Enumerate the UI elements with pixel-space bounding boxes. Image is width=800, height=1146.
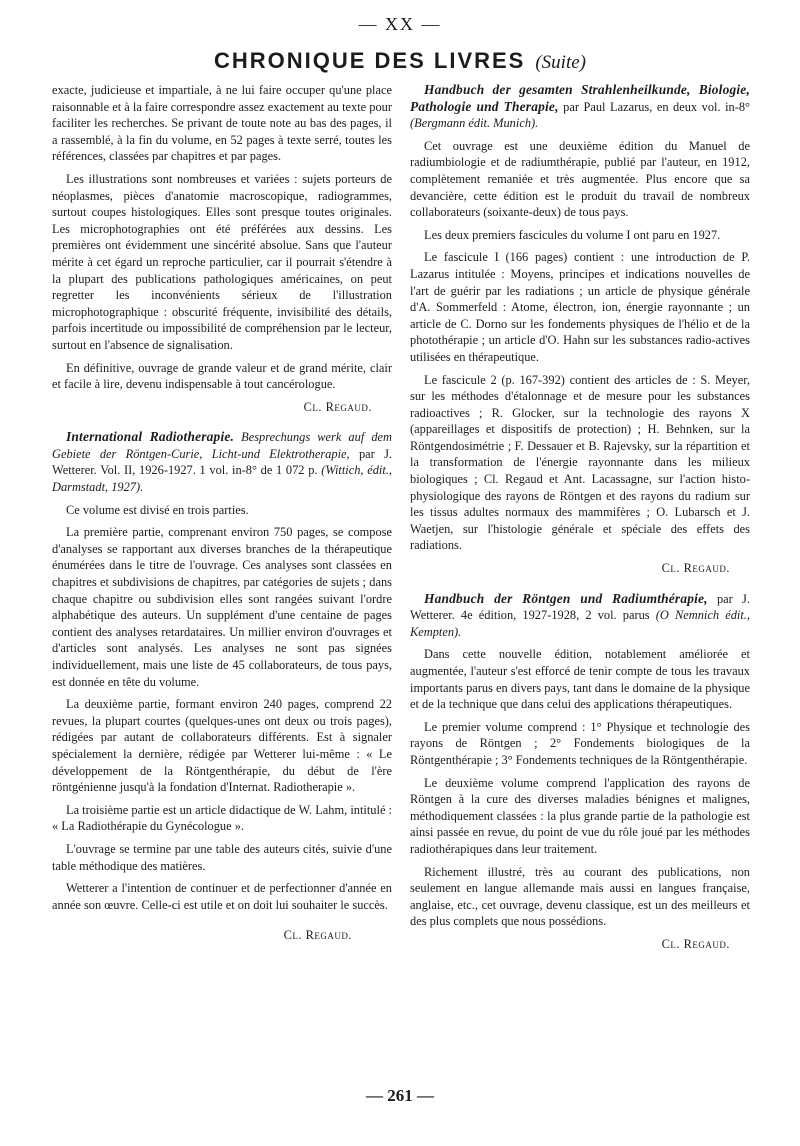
left-paragraph-7: La troisième partie est un article didactique de W. Lahm, intitulé : « La Radiothérapie du Gynécologue ». (52, 802, 392, 834)
right-paragraph-4: Le fascicule 2 (p. 167-392) contient des articles de : S. Meyer, sur les méthodes d'étalonnage et de mesure pour les substances radioactives ; R. Glocker, sur la technologie des rayons X (appareillages et dispositifs de protection) ; H. Behnken, sur la Röntgendosimétrie ; F. Dessauer et B. Rajevsky, sur la répartition et la transformation de l'énergie rayonnante dans les milieux biologiques ; Cl. Regaud et Ant. Lacassagne, sur l'action histo-physiologique des rayons de Röntgen et des rayons du radium sur les tissus adultes normaux des mammifères ; O. Lubarsch et J. Waetjen, sur l'histologie générale et spéciale des effets des radiations. (410, 372, 750, 553)
left-paragraph-4: Ce volume est divisé en trois parties. (66, 502, 249, 517)
book-subtitle: Besprechungs werk auf dem Gebiete der Röntgen-Curie, Licht-und Elektrotherapie, (52, 430, 392, 461)
right-paragraph-1: Cet ouvrage est une deuxième édition du Manuel de radiumbiologie et de radiumthérapie, publié par l'auteur, en 1912, complètement remaniée et très augmentée. Plus encore que sa devancière, cette édition est le produit du travail de nombreux collaborateurs (soixante-deux) de tous pays. (410, 138, 750, 220)
page-roman-number: — XX — (358, 14, 442, 34)
right-paragraph-7: Le deuxième volume comprend l'application des rayons de Röntgen à la cure des diverses maladies bénignes et malignes, méthodiquement classées : la plus grande partie de la pathologie est ainsi passée en revue, du point de vue du rôle joué par les méthodes radiothérapiques dans leur traitement. (410, 775, 750, 856)
chronicle-suite: (Suite) (535, 52, 587, 73)
left-paragraph-2: Les illustrations sont nombreuses et variées : sujets porteurs de néoplasmes, pièces d'anatomie macroscopique, radiogrammes, surtout coupes histologiques. Elles sont presque toutes originales. Les microphotographies ont été préférées aux dessins. Les premières ont évidemment une sincérité absolue. Sans que l'auteur mérite à cet égard un reproche particulier, car il pourrait s'étendre à la plupart des publications pathologiques américaines, on peut regretter les inconvénients sérieux de l'illustration microphotographique : obscurité fréquente, invisibilité des détails, parfois incertitude ou impossibilité de compréhension par le lecteur, surtout en l'absence de signalisation. (52, 171, 392, 352)
book-title: Handbuch der gesamten Strahlenheilkunde, Biologie, Pathologie und Therapie, (410, 82, 750, 114)
book-entry-rontgen-radiumtherapie (410, 591, 750, 641)
right-paragraph-2: Les deux premiers fascicules du volume I ont paru en 1927. (424, 227, 721, 242)
left-column (52, 82, 392, 958)
signature-regaud-3: Cl. Regaud. (661, 561, 730, 576)
chronicle-title: CHRONIQUE DES LIVRES (213, 48, 526, 73)
left-paragraph-9: Wetterer a l'intention de continuer et de perfectionner d'année en année son œuvre. Celle-ci est utile et on doit lui souhaiter le succès. (52, 881, 392, 912)
book-title: International Radiotherapie. (66, 429, 235, 445)
left-paragraph-5: La première partie, comprenant environ 750 pages, se compose d'analyses se rapportant aux diverses branches de la thérapeutique énumérées dans le titre de l'ouvrage. Ces analyses sont classées en chapitres et subdivisions de chapitres, par catégories de sujets ; dans chaque chapitre ou subdivision elles sont rangées suivant l'ordre alphabétique des auteurs. Un supplément d'une centaine de pages contient des analyses retardataires. Un millier environ d'ouvrages et d'articles sont analysés. Les analyses ne sont pas signées individuellement, mais une liste de 45 collaborateurs, de tous pays, est donnée en tête du volume. (52, 525, 392, 689)
right-paragraph-5: Dans cette nouvelle édition, notablement améliorée et augmentée, l'auteur s'est efforcé de tenir compte de tous les travaux importants parus en divers pays, tant dans le domaine de la physique et de la technique que dans celui des applications thérapeutiques. (410, 647, 750, 712)
book-title: Handbuch der Röntgen und Radiumthérapie, (424, 590, 708, 606)
right-paragraph-3: Le fascicule I (166 pages) contient : une introduction de P. Lazarus intitulée : Moyens, principes et indications nouvelles de l'art de guérir par les radiations ; un article de physique générale d'A. Sommerfeld : Atome, électron, ion, énergie rayonnante ; un article de C. Dorno sur les fondements physiques de l'hélio et de la photothérapie ; un article d'O. Hahn sur les substances radio-actives utilisées en thérapeutique. (410, 250, 750, 364)
left-paragraph-1: exacte, judicieuse et impartiale, à ne lui faire occuper qu'une place raisonnable et à la faire correspondre assez exactement au texte pour faciliter les recherches. Se privant de toute note au bas des pages, il a rassemblé, à la fin du volume, en 52 pages à texte serré, toutes les références, classées par chapitres et par pages. (52, 83, 392, 164)
page-header (0, 48, 800, 74)
right-paragraph-6: Le premier volume comprend : 1° Physique et technologie des rayons de Röntgen ; 2° Fondements biologiques de la Röntgenthérapie ; 3° Fondements techniques de la Röntgenthérapie. (410, 719, 750, 767)
signature-regaud-4: Cl. Regaud. (661, 936, 730, 951)
signature-regaud-2: Cl. Regaud. (283, 928, 352, 943)
book-author: par J. Wetterer. Vol. II, 1926-1927. 1 vol. in-8° de 1 072 p. (52, 446, 392, 478)
book-author: par J. Wetterer. 4e édition, 1927-1928, 2 vol. parus (410, 591, 750, 623)
left-paragraph-6: La deuxième partie, formant environ 240 pages, comprend 22 revues, la plupart courtes (quelques-unes ont deux ou trois pages), rédigées par autant de collaborateurs différents. Est à signaler spécialement la dernière, rédigée par Wetterer lui-même : « Le développement de la Röntgenthérapie, du début de l'ère röntgénienne jusqu'à la fondation d'Internat. Radiotherapie ». (52, 697, 392, 795)
book-publisher: (Bergmann édit. Munich). (410, 116, 539, 131)
signature-regaud-1: Cl. Regaud. (303, 399, 372, 414)
page-folio-number: — 261 — (366, 1086, 434, 1105)
book-publisher: (O Nemnich édit., Kempten). (410, 608, 750, 639)
right-paragraph-8: Richement illustré, très au courant des publications, non seulement en langue allemande mais aussi en langues française, anglaise, etc., cet ouvrage, devenu classique, est un des meilleurs et des plus complets que nous possédions. (410, 864, 750, 929)
left-paragraph-3: En définitive, ouvrage de grande valeur et de grand mérite, clair et facile à lire, devenu indispensable à tout cancérologue. (52, 360, 392, 392)
left-paragraph-8: L'ouvrage se termine par une table des auteurs cités, suivie d'une table méthodique des matières. (52, 841, 392, 873)
book-author: par Paul Lazarus, en deux vol. in-8° (563, 99, 750, 114)
book-publisher: (Wittich, édit., Darmstadt, 1927). (52, 463, 392, 495)
right-column (410, 82, 750, 967)
book-entry-international-radiotherapie (52, 429, 392, 495)
book-entry-strahlenheilkunde (410, 82, 750, 132)
